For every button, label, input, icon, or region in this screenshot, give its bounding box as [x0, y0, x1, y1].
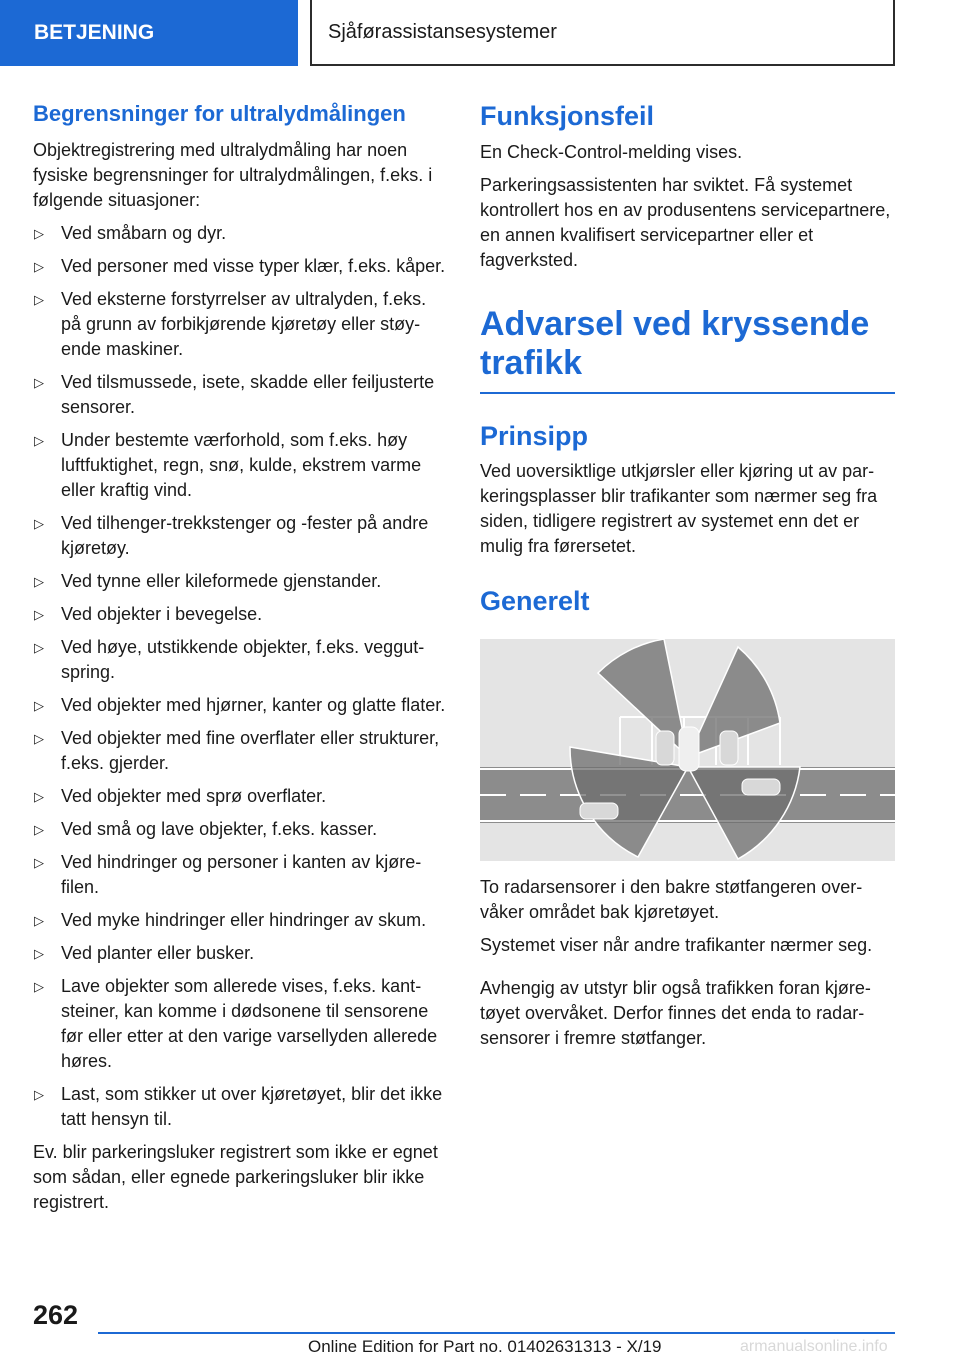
- triangle-bullet-icon: ▷: [34, 432, 44, 448]
- chapter-tab: Sjåførassistansesystemer: [310, 0, 895, 66]
- limitation-item: [33, 726, 447, 776]
- principle-text: Ved uoversiktlige utkjørsler eller kjøring ut av parkeringsplasser blir trafikanter som nærmer seg fra siden, tidligere registrert av systemet enn det er mulig fra førersetet.: [480, 460, 878, 556]
- triangle-bullet-icon: ▷: [34, 225, 44, 241]
- triangle-bullet-icon: ▷: [34, 730, 44, 746]
- limitation-item: [33, 908, 447, 933]
- limitation-text: Ved personer med visse typer klær, f.eks. kåper.: [61, 255, 446, 276]
- limitation-text: Ved eksterne forstyrrelser av ultralyden, f.eks. på grunn av forbikjørende kjøretøy eller støyende maskiner.: [61, 288, 427, 359]
- triangle-bullet-icon: ▷: [34, 258, 44, 274]
- page-header: [0, 0, 960, 66]
- approaching-car-left: [580, 803, 618, 819]
- left-column: [33, 100, 447, 1223]
- edition-text: Online Edition for Part no. 01402631313 - X/19: [308, 1337, 662, 1356]
- chapter-heading: Advarsel ved kryssende trafikk: [480, 305, 895, 395]
- malfunction-text-2: Parkeringsassistenten har sviktet. Få systemet kontrollert hos en av produsentens servicepartnere, en annen kvalifisert servicepartner eller et fagverksted.: [480, 174, 891, 270]
- limitation-text: Lave objekter som allerede vises, f.eks. kantsteiner, kan komme i dødsonene til sensorene før eller etter at den varige varsellyden allerede høres.: [61, 975, 438, 1071]
- limitation-item: [33, 602, 447, 627]
- limitation-item: [33, 817, 447, 842]
- malfunction-heading: Funksjonsfeil: [480, 101, 655, 131]
- general-text-1: To radarsensorer i den bakre støtfangeren overvåker området bak kjøretøyet.: [480, 877, 863, 923]
- limitations-outro: Ev. blir parkeringsluker registrert som ikke er egnet som sådan, eller egnede parkeringsluker blir ikke registrert.: [33, 1141, 438, 1212]
- triangle-bullet-icon: ▷: [34, 821, 44, 837]
- limitation-item: [33, 850, 447, 900]
- triangle-bullet-icon: ▷: [34, 945, 44, 961]
- triangle-bullet-icon: ▷: [34, 978, 44, 994]
- limitation-text: Ved objekter med hjørner, kanter og glatte flater.: [61, 694, 446, 715]
- page-number: 262: [33, 1300, 79, 1330]
- triangle-bullet-icon: ▷: [34, 697, 44, 713]
- limitation-item: [33, 428, 447, 503]
- limitation-item: [33, 941, 447, 966]
- limitations-heading: Begrensninger for ultralydmålingen: [33, 101, 406, 126]
- own-car: [679, 727, 699, 771]
- cross-traffic-illustration: [480, 639, 895, 861]
- triangle-bullet-icon: ▷: [34, 788, 44, 804]
- limitation-item: [33, 693, 447, 718]
- triangle-bullet-icon: ▷: [34, 854, 44, 870]
- right-column: [480, 100, 895, 1059]
- limitation-text: Ved objekter med fine overflater eller strukturer, f.eks. gjerder.: [61, 727, 440, 773]
- parked-car-right: [720, 731, 738, 765]
- triangle-bullet-icon: ▷: [34, 374, 44, 390]
- limitation-item: [33, 221, 447, 246]
- triangle-bullet-icon: ▷: [34, 573, 44, 589]
- triangle-bullet-icon: ▷: [34, 606, 44, 622]
- principle-heading: Prinsipp: [480, 421, 589, 452]
- triangle-bullet-icon: ▷: [34, 291, 44, 307]
- limitation-text: Under bestemte værforhold, som f.eks. høy luftfuktighet, regn, snø, kulde, ekstrem varme eller kraftig vind.: [61, 429, 422, 500]
- footer-rule: [98, 1332, 895, 1334]
- limitations-intro: Objektregistrering med ultralydmåling har noen fysiske begrensninger for ultralydmålingen, f.eks. i følgende situasjoner:: [33, 139, 433, 210]
- limitation-item: [33, 287, 447, 362]
- limitation-item: [33, 511, 447, 561]
- limitation-item: [33, 569, 447, 594]
- limitations-list: [33, 221, 447, 1132]
- limitation-text: Ved planter eller busker.: [61, 942, 255, 963]
- triangle-bullet-icon: ▷: [34, 515, 44, 531]
- parked-car-left: [656, 731, 674, 765]
- limitation-text: Ved objekter med sprø overflater.: [61, 785, 327, 806]
- triangle-bullet-icon: ▷: [34, 639, 44, 655]
- limitation-text: Ved myke hindringer eller hindringer av skum.: [61, 909, 427, 930]
- limitation-text: Ved tilsmussede, isete, skadde eller feiljusterte sensorer.: [61, 371, 435, 417]
- approaching-car-right: [742, 779, 780, 795]
- general-heading: Generelt: [480, 585, 590, 616]
- limitation-text: Ved tilhenger-trekkstenger og -fester på andre kjøretøy.: [61, 512, 429, 558]
- general-text-2: Systemet viser når andre trafikanter nærmer seg.: [480, 935, 873, 956]
- triangle-bullet-icon: ▷: [34, 1086, 44, 1102]
- limitation-item: [33, 974, 447, 1074]
- limitation-text: Ved tynne eller kileformede gjenstander.: [61, 570, 382, 591]
- limitation-item: [33, 635, 447, 685]
- limitation-item: [33, 370, 447, 420]
- section-tab: BETJENING: [0, 0, 298, 66]
- limitation-text: Ved små og lave objekter, f.eks. kasser.: [61, 818, 378, 839]
- limitation-text: Ved hindringer og personer i kanten av kjørefilen.: [61, 851, 422, 897]
- limitation-item: [33, 1082, 447, 1132]
- limitation-text: Ved småbarn og dyr.: [61, 222, 227, 243]
- malfunction-text-1: En Check-Control-melding vises.: [480, 141, 743, 162]
- watermark: armanualsonline.info: [740, 1338, 888, 1355]
- limitation-text: Last, som stikker ut over kjøretøyet, blir det ikke tatt hensyn til.: [61, 1083, 443, 1129]
- limitation-text: Ved objekter i bevegelse.: [61, 603, 263, 624]
- general-text-3: Avhengig av utstyr blir også trafikken foran kjøretøyet overvåket. Derfor finnes det enda to radarsensorer i fremre støtfanger.: [480, 978, 871, 1049]
- limitation-text: Ved høye, utstikkende objekter, f.eks. veggutspring.: [61, 636, 425, 682]
- limitation-item: [33, 254, 447, 279]
- triangle-bullet-icon: ▷: [34, 912, 44, 928]
- limitation-item: [33, 784, 447, 809]
